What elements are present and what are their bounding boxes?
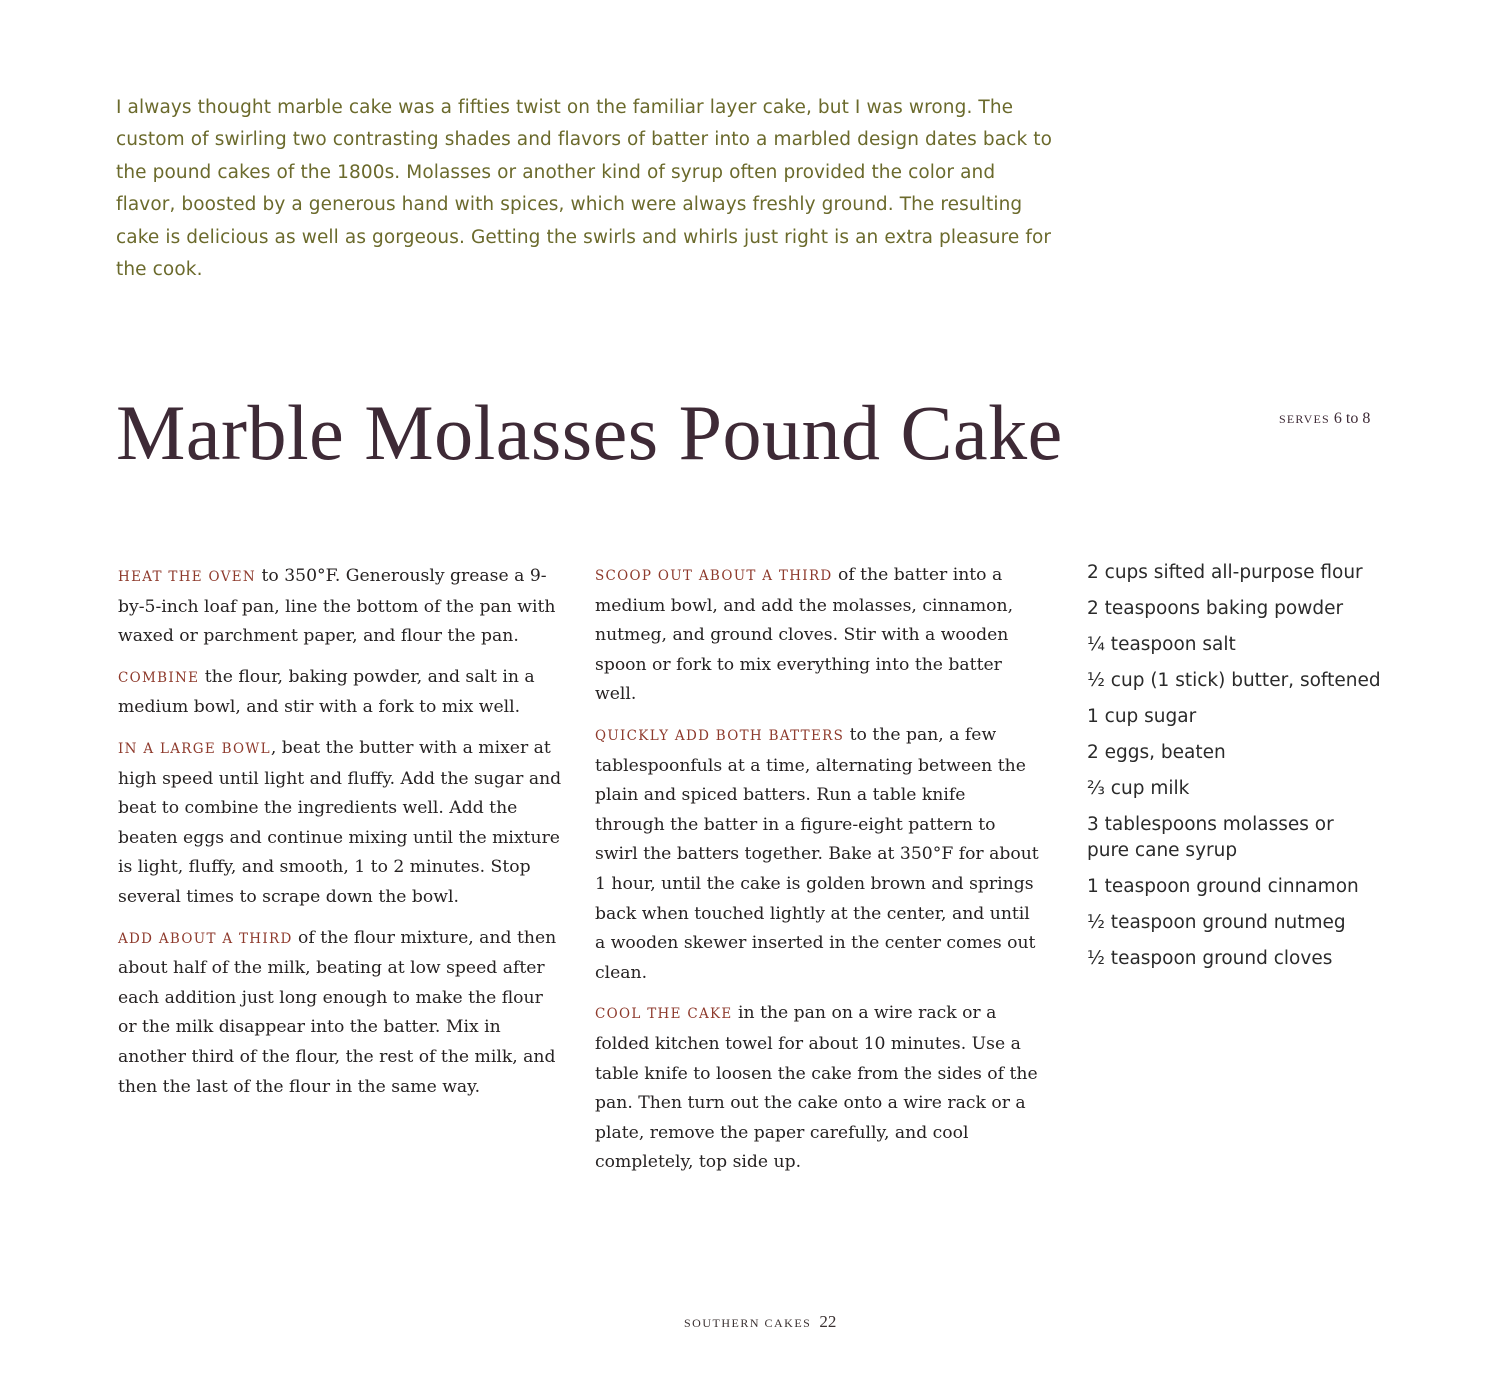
recipe-title: Marble Molasses Pound Cake <box>116 389 1063 476</box>
step-text: the flour, baking powder, and salt in a medium bowl, and stir with a fork to mix well. <box>118 666 535 718</box>
step-lead: COOL THE CAKE <box>595 1006 733 1023</box>
ingredient-item: 2 eggs, beaten <box>1087 742 1226 763</box>
method-column-2 <box>595 561 1040 1189</box>
ingredient-item: 2 teaspoons baking powder <box>1087 598 1344 619</box>
step-paragraph <box>118 562 563 652</box>
step-paragraph <box>595 999 1040 1178</box>
ingredient-item: ¼ teaspoon salt <box>1087 634 1236 655</box>
step-lead: ADD ABOUT A THIRD <box>118 930 293 947</box>
intro-paragraph: I always thought marble cake was a fifties twist on the familiar layer cake, but I was wrong. The custom of swirling two contrasting shades and flavors of batter into a marbled design dates back to the pound cakes of the 1800s. Molasses or another kind of syrup often provided the color and flavor, boosted by a generous hand with spices, which were always freshly ground. The resulting cake is delicious as well as gorgeous. Getting the swirls and whirls just right is an extra pleasure for the cook. <box>116 97 1053 281</box>
step-text: of the batter into a medium bowl, and add the molasses, cinnamon, nutmeg, and ground cloves. Stir with a wooden spoon or fork to mix everything into the batter well. <box>595 565 1014 705</box>
step-text: of the flour mixture, and then about half of the milk, beating at low speed after each addition just long enough to make the flour or the milk disappear into the batter. Mix in another third of the flour, the rest of the milk, and then the last of the flour in the same way. <box>118 927 557 1097</box>
step-lead: COMBINE <box>118 669 200 686</box>
ingredient-item: ½ cup (1 stick) butter, softened <box>1087 670 1381 691</box>
ingredient-item: 3 tablespoons molasses or pure cane syrup <box>1087 814 1334 861</box>
ingredient-item: 1 teaspoon ground cinnamon <box>1087 876 1359 897</box>
step-lead: QUICKLY ADD BOTH BATTERS <box>595 727 845 744</box>
running-head: SOUTHERN CAKES <box>684 1316 812 1330</box>
ingredients-list <box>1087 560 1407 982</box>
serves-word: SERVES <box>1279 412 1330 426</box>
step-paragraph <box>118 734 563 913</box>
step-text: to the pan, a few tablespoonfuls at a time, alternating between the plain and spiced batters. Run a table knife through the batter in a figure-eight pattern to swirl the batters together. Bake at 350°F for about 1 hour, until the cake is golden brown and springs back when touched lightly at the center, and until a wooden skewer inserted in the center comes out clean. <box>595 724 1039 983</box>
ingredient-item: ⅔ cup milk <box>1087 778 1190 799</box>
step-paragraph <box>118 924 563 1103</box>
ingredient-item: 2 cups sifted all-purpose flour <box>1087 562 1363 583</box>
step-text: in the pan on a wire rack or a folded kitchen towel for about 10 minutes. Use a table knife to loosen the cake from the sides of the pan. Then turn out the cake onto a wire rack or a plate, remove the paper carefully, and cool completely, top side up. <box>595 1003 1038 1173</box>
method-column-1 <box>118 562 563 1113</box>
ingredient-item: ½ teaspoon ground nutmeg <box>1087 912 1346 933</box>
serves-range: 6 to 8 <box>1333 410 1371 427</box>
page-footer <box>684 1312 836 1332</box>
step-lead: HEAT THE OVEN <box>118 569 257 585</box>
ingredient-item: 1 cup sugar <box>1087 706 1197 727</box>
serves-label <box>1279 410 1370 428</box>
step-lead: SCOOP OUT ABOUT A THIRD <box>595 568 833 584</box>
page-number: 22 <box>819 1312 837 1331</box>
step-text: , beat the butter with a mixer at high speed until light and fluffy. Add the sugar and beat to combine the ingredients well. Add the beaten eggs and continue mixing until the mixture is light, fluffy, and smooth, 1 to 2 minutes. Stop several times to scrape down the bowl. <box>118 737 562 907</box>
step-text: to 350°F. Generously grease a 9-by-5-inch loaf pan, line the bottom of the pan with waxed or parchment paper, and flour the pan. <box>118 566 556 647</box>
step-lead: IN A LARGE BOWL <box>118 740 271 757</box>
step-paragraph <box>595 561 1040 710</box>
step-paragraph <box>595 721 1040 988</box>
ingredient-item: ½ teaspoon ground cloves <box>1087 948 1333 969</box>
step-paragraph <box>118 663 563 723</box>
